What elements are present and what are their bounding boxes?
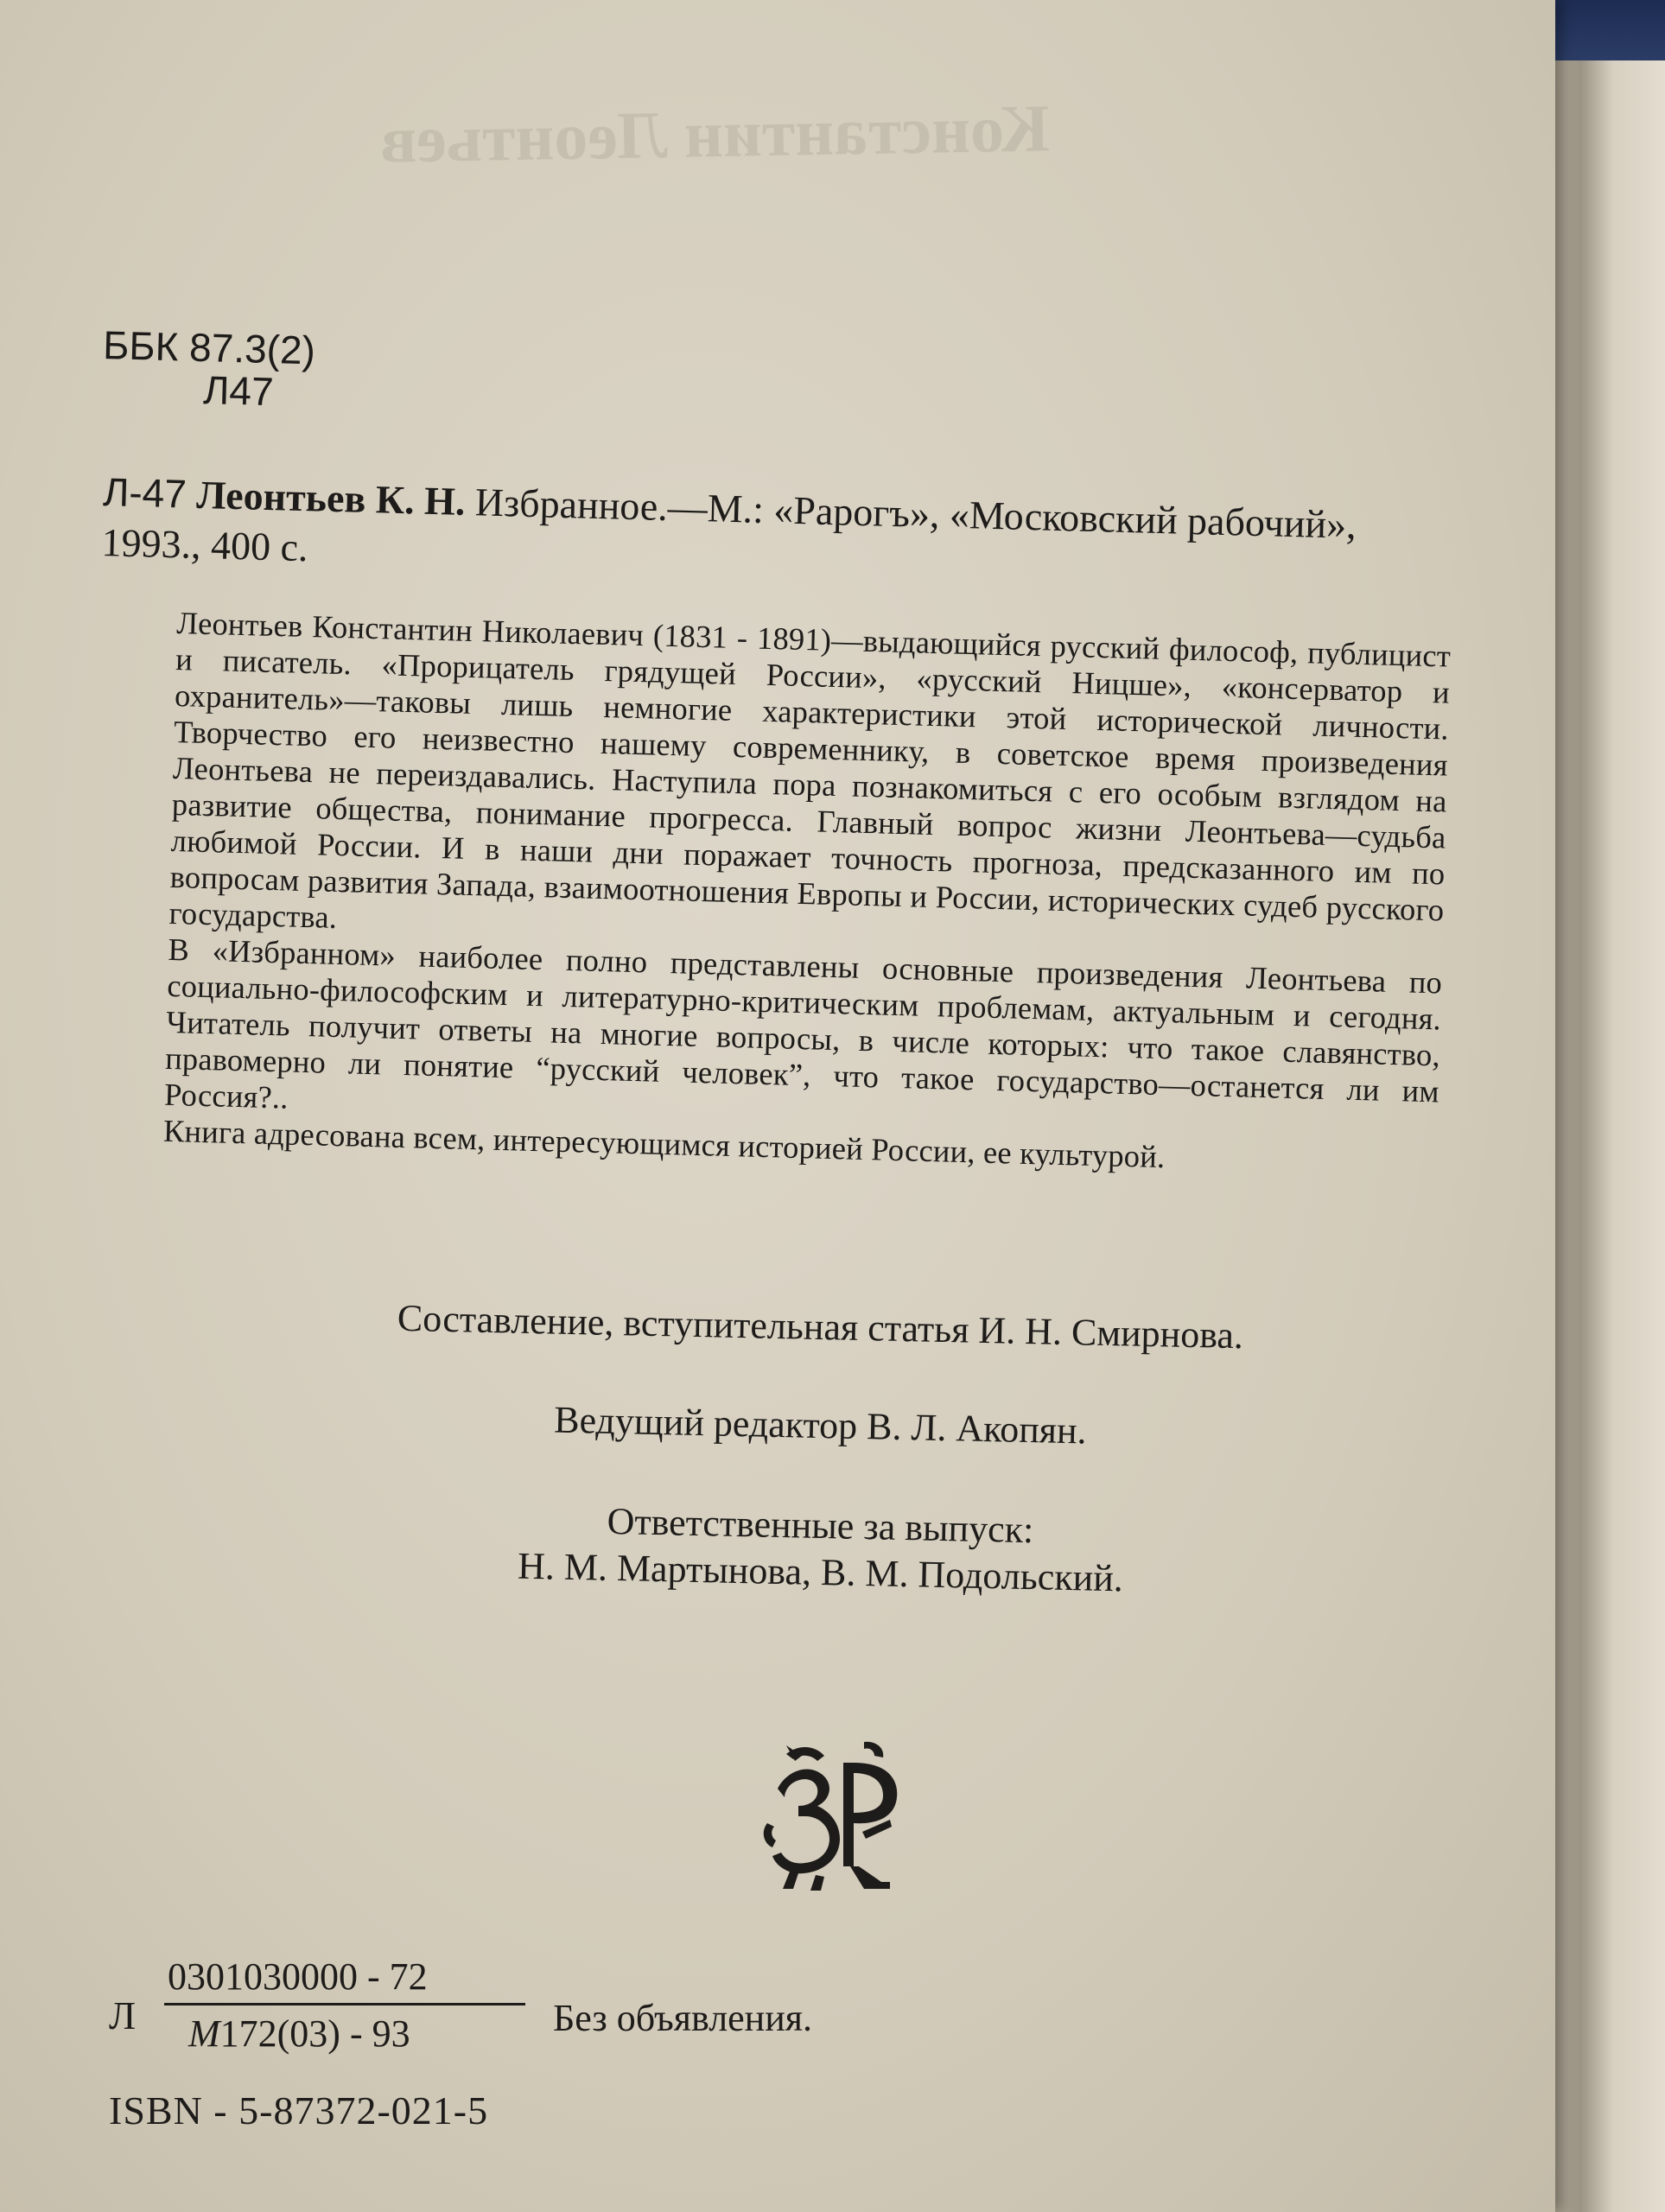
fraction-line xyxy=(164,2003,525,2005)
heading-code: Л-47 xyxy=(102,468,187,517)
author-sign: Л47 xyxy=(202,366,275,415)
bbk-classification: ББК 87.3(2) xyxy=(102,321,316,373)
editor-credit: Ведущий редактор В. Л. Акопян. xyxy=(553,1398,1088,1452)
compilation-credit: Составление, вступительная статья И. Н. Смирнова. xyxy=(397,1296,1244,1357)
annotation xyxy=(163,605,1452,1182)
denominator-m: М xyxy=(188,2012,220,2055)
imprint-letter: Л xyxy=(109,1993,137,2037)
isbn: ISBN - 5-87372-021-5 xyxy=(109,2088,489,2133)
annotation-paragraph: Леонтьев Константин Николаевич (1831 - 1891)—выдающийся русский философ, публицист и писатель. «Прорицатель грядущей России», «русский Ницше», «консерватор и охранитель»—таковы лишь немногие характеристики этой исторической личности. Творчество его неизвестно нашему современнику, в советское время произведения Леонтьева не переиздавались. Наступила пора познакомиться с его особым взглядом на развитие общества, понимание прогресса. Главный вопрос жизни Леонтьева—судьба любимой России. И в наши дни поражает точность прогноза, предсказанного им по вопросам развития Запада, взаимоотношения Европы и России, исторических судеб русского государства. xyxy=(168,605,1452,935)
annotation-paragraph: В «Избранном» наиболее полно представлены основные произведения Леонтьева по социально-философским и литературно-критическим проблемам, актуальным и сегодня. Читатель получит ответы на многие вопросы, в числе которых: что такое славянство, правомерно ли понятие “русский человек”, что такое государство—останется ли им Россия?.. xyxy=(163,931,1443,1116)
responsible-names: Н. М. Мартынова, В. М. Подольский. xyxy=(517,1544,1124,1600)
annotation-paragraph: Книга адресована всем, интересующимся историей России, ее культурой. xyxy=(162,1112,1166,1175)
no-announcement: Без объявления. xyxy=(553,1997,813,2039)
publisher-dragon-monogram-icon xyxy=(760,1737,907,1892)
bibliographic-heading xyxy=(101,467,1452,603)
denominator-rest: 172(03) - 93 xyxy=(219,2012,410,2055)
imprint-numerator: 0301030000 - 72 xyxy=(168,1955,428,1998)
show-through-title: Константин Леонтьев xyxy=(379,90,1051,177)
imprint-denominator xyxy=(188,2012,410,2056)
responsible-label: Ответственные за выпуск: xyxy=(607,1499,1034,1552)
heading-author: Леонтьев К. Н. xyxy=(195,472,467,524)
heading-description: Избранное.—М.: «Рарогъ», «Московский рабочий», 1993., 400 с. xyxy=(101,480,1357,570)
